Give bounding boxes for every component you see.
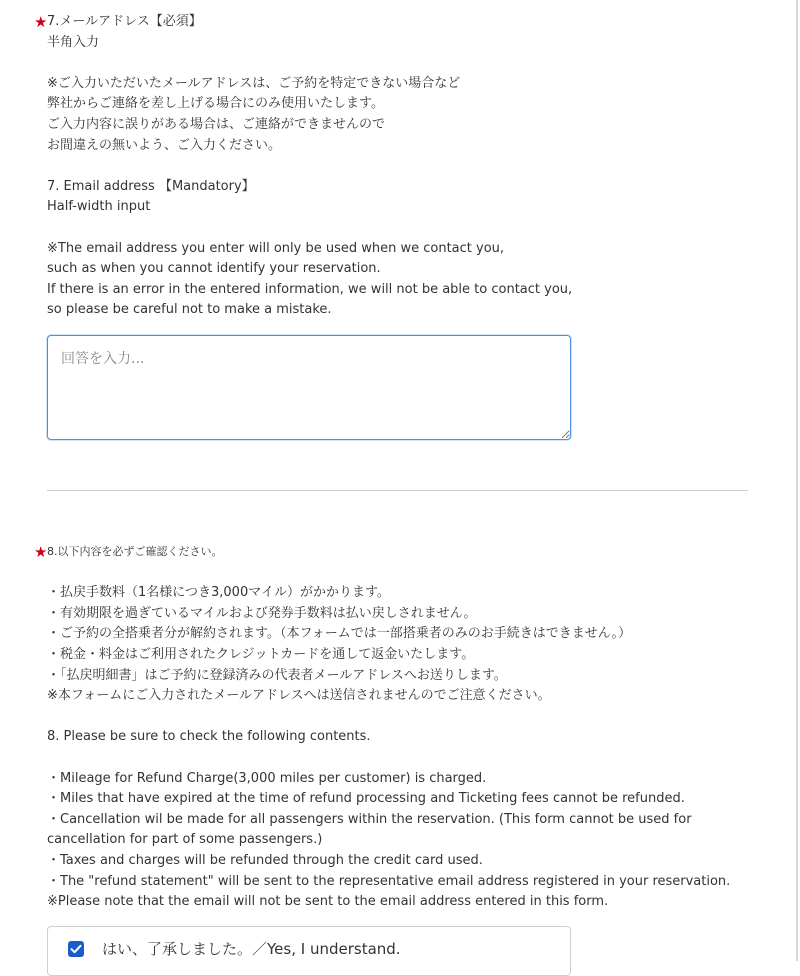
text-line: ※The email address you enter will only be used when we contact you,	[47, 240, 505, 256]
text-line: cancellation for part of some passengers.)	[47, 832, 323, 848]
question-8-text	[47, 563, 754, 913]
blank-line	[47, 156, 754, 177]
text-line: ※Please note that the email will not be sent to the email address entered in this form.	[47, 894, 609, 910]
text-line: 7. Email address 【Mandatory】	[47, 178, 255, 194]
question-8	[34, 542, 754, 913]
text-line: ・Cancellation wil be made for all passengers within the reservation. (This form cannot be used for	[47, 811, 692, 827]
required-star-icon: ★	[34, 13, 48, 31]
checkbox-checked-icon[interactable]	[68, 941, 84, 957]
question-8-title: 8.以下内容を必ずご確認ください。	[47, 545, 223, 558]
blank-line	[47, 53, 754, 74]
text-line: 8. Please be sure to check the following contents.	[47, 729, 371, 745]
section-divider	[47, 490, 748, 491]
text-line: ・「払戻明細書」はご予約に登録済みの代表者メールアドレスへお送りします。	[47, 667, 507, 683]
text-line: Half-width input	[47, 199, 151, 215]
text-line: お間違えの無いよう、ご入力ください。	[47, 137, 282, 153]
text-line: 半角入力	[47, 34, 100, 50]
blank-line	[47, 218, 754, 239]
text-line: ・Mileage for Refund Charge(3,000 miles per customer) is charged.	[47, 770, 487, 786]
window-edge	[796, 0, 798, 961]
text-line: ・払戻手数料（1名様につき3,000マイル）がかかります。	[47, 585, 390, 601]
text-line: ・Miles that have expired at the time of refund processing and Ticketing fees cannot be refunded.	[47, 791, 685, 807]
text-line: ・有効期限を過ぎているマイルおよび発券手数料は払い戻しされません。	[47, 605, 477, 621]
text-line: ※本フォームにご入力されたメールアドレスへは送信されませんのでご注意ください。	[47, 688, 551, 704]
confirm-checkbox-row[interactable]	[47, 926, 571, 976]
text-line: 7.メールアドレス【必須】	[47, 14, 202, 29]
text-line: ・The "refund statement" will be sent to the representative email address registered in your reservation.	[47, 873, 731, 889]
blank-line	[47, 707, 754, 728]
blank-line	[47, 563, 754, 584]
blank-line	[47, 748, 754, 769]
text-line: ※ご入力いただいたメールアドレスは、ご予約を特定できない場合など	[47, 75, 461, 91]
text-line: ・Taxes and charges will be refunded through the credit card used.	[47, 852, 483, 868]
text-line: ・税金・料金はご利用されたクレジットカードを通して返金いたします。	[47, 646, 475, 662]
text-line: such as when you cannot identify your reservation.	[47, 261, 381, 277]
email-answer-input[interactable]	[47, 335, 571, 440]
text-line: ・ご予約の全搭乗者分が解約されます。（本フォームでは一部搭乗者のみのお手続きはできません。）	[47, 626, 632, 642]
text-line: so please be careful not to make a mistake.	[47, 302, 332, 318]
text-line: 弊社からご連絡を差し上げる場合にのみ使用いたします。	[47, 96, 384, 112]
text-line: ご入力内容に誤りがある場合は、ご連絡ができませんので	[47, 116, 386, 132]
required-star-icon: ★	[34, 543, 48, 561]
confirm-checkbox-label[interactable]: はい、了承しました。／Yes, I understand.	[102, 940, 401, 958]
text-line: If there is an error in the entered information, we will not be able to contact you,	[47, 281, 573, 297]
question-7	[34, 12, 754, 321]
question-7-text	[47, 12, 754, 321]
